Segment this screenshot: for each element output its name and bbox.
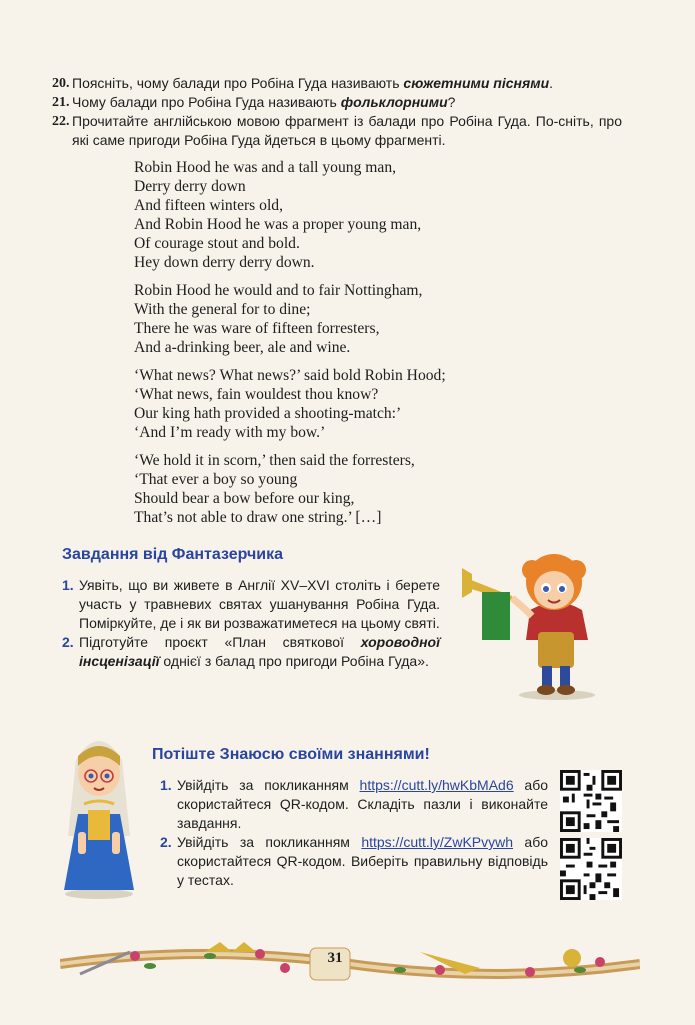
stanza-2 <box>134 281 564 357</box>
poem-line: Should bear a bow before our king, <box>134 490 355 507</box>
qr-code-icon[interactable] <box>560 770 622 832</box>
task-text-end: або скористайтеся QR-кодом. Складіть пазли і виконайте завдання. <box>177 777 548 831</box>
question-21 <box>52 93 622 112</box>
stanza-1 <box>134 158 564 272</box>
poem-line: Of courage stout and bold. <box>134 235 300 252</box>
task-number: 1. <box>62 577 74 593</box>
task-number: 1. <box>160 777 172 793</box>
ballad-fragment <box>134 158 564 536</box>
section1-tasks <box>62 576 440 671</box>
question-number: 21. <box>52 95 70 110</box>
poem-line: And a-drinking beer, ale and wine. <box>134 339 351 356</box>
page-number: 31 <box>327 950 343 966</box>
task-text: Увійдіть за покликанням <box>177 777 360 793</box>
poem-line: Derry derry down <box>134 178 246 195</box>
question-punct: ? <box>447 94 456 110</box>
herald-boy-illustration <box>462 540 622 700</box>
question-22 <box>52 112 622 150</box>
stanza-4 <box>134 451 564 527</box>
question-text: Чому балади про Робіна Гуда називають <box>72 94 341 110</box>
poem-line: ‘And I’m ready with my bow.’ <box>134 424 326 441</box>
poem-line: And fifteen winters old, <box>134 197 283 214</box>
task-item <box>160 776 548 833</box>
task-text: Уявіть, що ви живете в Англії XV–XVI століть і берете участь у травневих святах ушанування Робіна Гуда. Поміркуйте, де і як ви розважатиметеся на цьому святі. <box>79 577 440 631</box>
question-text: Поясніть, чому балади про Робіна Гуда називають <box>72 75 404 91</box>
task-text: Увійдіть за покликанням <box>177 834 362 850</box>
poem-line: And Robin Hood he was a proper young man, <box>134 216 422 233</box>
question-emphasis: фольклорними <box>340 94 448 110</box>
task-number: 2. <box>160 834 172 850</box>
questions-list <box>52 74 622 150</box>
qr-code-icon[interactable] <box>560 838 622 900</box>
task-text: Підготуйте проєкт «План святкової <box>79 634 361 650</box>
task-item <box>160 833 548 890</box>
puzzle-link[interactable]: https://cutt.ly/hwKbMAd6 <box>359 777 514 793</box>
poem-line: Our king hath provided a shooting-match:’ <box>134 405 402 422</box>
task-number: 2. <box>62 634 74 650</box>
stanza-3 <box>134 366 564 442</box>
poem-line: ‘What news, fain wouldest thou know? <box>134 386 379 403</box>
question-text: Прочитайте англійською мовою фрагмент із балади про Робіна Гуда. По-сніть, про які саме пригоди Робіна Гуда йдеться в цьому фрагменті. <box>72 113 622 148</box>
poem-line: ‘What news? What news?’ said bold Robin Hood; <box>134 367 446 384</box>
znayusya-girl-illustration <box>54 726 144 900</box>
task-text-end: однієї з балад про пригоди Робіна Гуда». <box>159 653 429 669</box>
poem-line: Hey down derry derry down. <box>134 254 315 271</box>
question-number: 20. <box>52 76 70 91</box>
task-emphasis: хороводної інсценізації <box>79 634 440 669</box>
poem-line: That’s not able to draw one string.’ […] <box>134 509 382 526</box>
section-title-fantazerchyk: Завдання від Фантазерчика <box>62 546 283 563</box>
poem-line: Robin Hood he was and a tall young man, <box>134 159 397 176</box>
task-text-end: або скористайтеся QR-кодом. Виберіть правильну відповідь у тестах. <box>177 834 548 888</box>
section-title-znayusya: Потіште Знаюсю своїми знаннями! <box>152 746 430 763</box>
poem-line: With the general for to dine; <box>134 301 311 318</box>
section2-tasks <box>160 776 548 890</box>
question-number: 22. <box>52 114 70 129</box>
test-link[interactable]: https://cutt.ly/ZwKPvywh <box>361 834 514 850</box>
poem-line: There he was ware of fifteen forresters, <box>134 320 380 337</box>
task-item <box>62 633 440 671</box>
poem-line: Robin Hood he would and to fair Nottingham, <box>134 282 423 299</box>
poem-line: ‘We hold it in scorn,’ then said the forresters, <box>134 452 415 469</box>
question-20 <box>52 74 622 93</box>
question-emphasis: сюжетними піснями <box>403 75 550 91</box>
poem-line: ‘That ever a boy so young <box>134 471 298 488</box>
task-item <box>62 576 440 633</box>
question-punct: . <box>549 75 554 91</box>
